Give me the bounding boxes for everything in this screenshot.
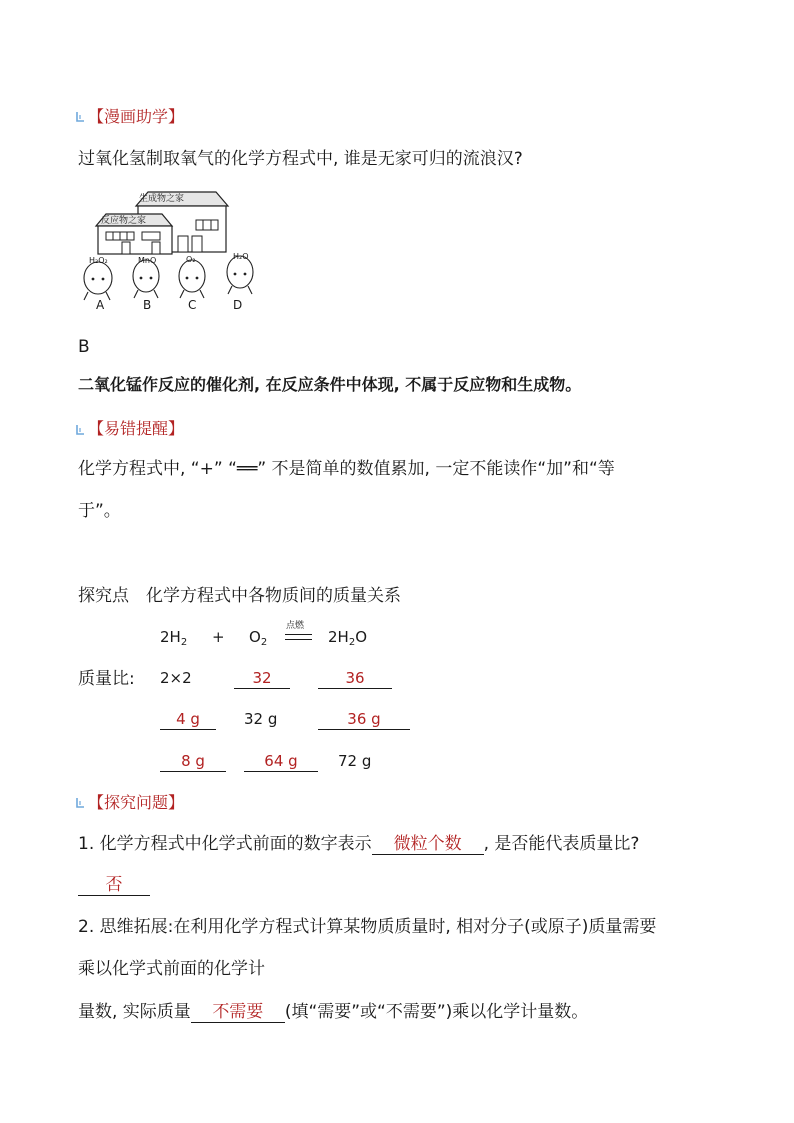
mistake-header: 【易错提醒】 bbox=[88, 419, 185, 438]
product-house-sign: 生成物之家 bbox=[139, 194, 185, 204]
equation-reactant-2: $O_2$ bbox=[249, 628, 268, 648]
row2-blank-c: 36 g bbox=[318, 709, 410, 730]
row3-blank-a: 8 g bbox=[160, 751, 226, 772]
question-1: 1. 化学方程式中化学式前面的数字表示 微粒个数 , 是否能代表质量比? bbox=[78, 834, 640, 854]
row1-blank-c: 36 bbox=[318, 668, 392, 689]
equation-plus: + bbox=[212, 628, 225, 646]
equation-reactant-1: $2H_2$ bbox=[160, 628, 188, 648]
question-2-line-2: 乘以化学式前面的化学计 bbox=[78, 959, 265, 979]
option-d: D bbox=[233, 298, 243, 312]
row3-value-c: 72 g bbox=[338, 752, 372, 770]
comic-question: 过氧化氢制取氧气的化学方程式中, 谁是无家可归的流浪汉? bbox=[78, 149, 523, 169]
q1-answer-blank: 否 bbox=[78, 875, 150, 896]
equation-equals-sign bbox=[285, 634, 312, 640]
bookmark-icon bbox=[76, 797, 85, 809]
bookmark-icon bbox=[76, 111, 85, 123]
char-b-label: MnO bbox=[138, 256, 157, 265]
row1-blank-b: 32 bbox=[234, 668, 290, 689]
q1-blank: 微粒个数 bbox=[372, 834, 484, 855]
option-a: A bbox=[96, 298, 105, 312]
question-2-line-3: 量数, 实际质量 不需要 (填“需要”或“不需要”)乘以化学计量数。 bbox=[78, 1002, 589, 1022]
char-d-label: H₂O bbox=[233, 252, 249, 261]
equation-product: $2H_2O$ bbox=[328, 628, 368, 648]
question-2-line-1: 2. 思维拓展:在利用化学方程式计算某物质质量时, 相对分子(或原子)质量需要 bbox=[78, 917, 657, 937]
row2-blank-a: 4 g bbox=[160, 709, 216, 730]
mistake-line-2: 于”。 bbox=[78, 501, 121, 521]
equation-condition: 点燃 bbox=[286, 621, 305, 631]
option-b: B bbox=[143, 298, 152, 312]
bookmark-icon bbox=[76, 424, 85, 436]
comic-answer: B bbox=[78, 337, 90, 357]
questions-header: 【探究问题】 bbox=[88, 793, 185, 812]
option-c: C bbox=[188, 298, 197, 312]
reactant-house-sign: 反应物之家 bbox=[101, 216, 147, 226]
mistake-line-1: 化学方程式中, “+” “══” 不是简单的数值累加, 一定不能读作“加”和“等 bbox=[78, 459, 615, 479]
row3-blank-b: 64 g bbox=[244, 751, 318, 772]
explore-title: 探究点 化学方程式中各物质间的质量关系 bbox=[78, 586, 401, 606]
q2-blank: 不需要 bbox=[191, 1002, 285, 1023]
char-c-label: O₂ bbox=[186, 255, 196, 264]
char-a-label: H₂O₂ bbox=[89, 256, 108, 265]
row1-value-a: 2×2 bbox=[160, 669, 192, 687]
comic-header: 【漫画助学】 bbox=[88, 107, 185, 126]
mass-ratio-label: 质量比: bbox=[78, 669, 135, 689]
comic-explanation: 二氧化锰作反应的催化剂, 在反应条件中体现, 不属于反应物和生成物。 bbox=[78, 375, 582, 394]
row2-value-b: 32 g bbox=[244, 710, 278, 728]
